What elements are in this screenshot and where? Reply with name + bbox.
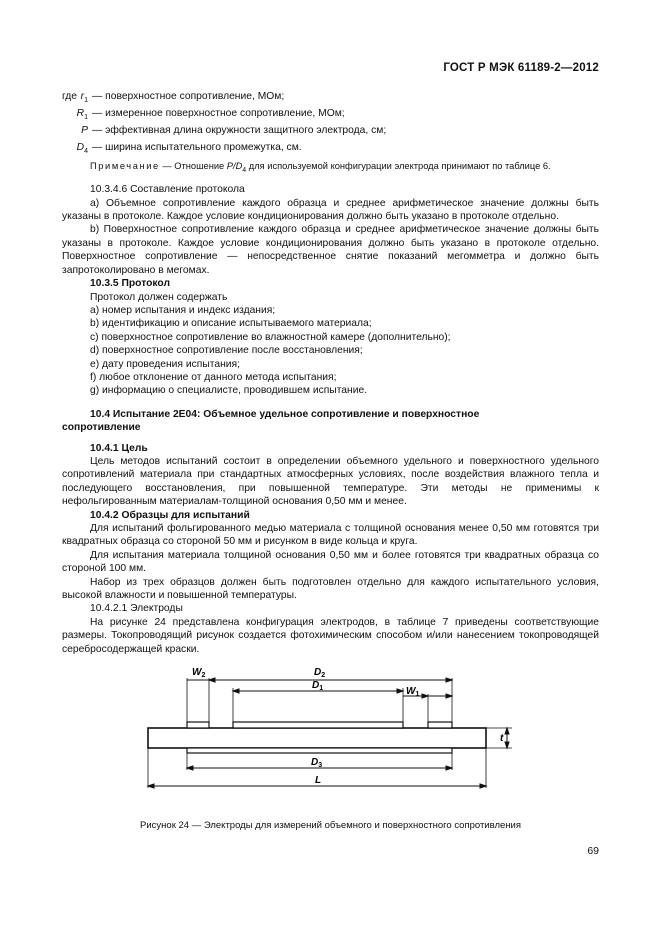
paragraph: На рисунке 24 представлена конфигурация электродов, в таблице 7 приведены соответствующие размеры. Токопроводящий рисунок создается фотохимическим способом и/или нанесением токопроводящей серебросодержащей краски.	[62, 616, 599, 655]
list-item: c) поверхностное сопротивление во влажностной камере (дополнительно);	[90, 331, 451, 343]
paragraph: Для испытания материала толщиной основания 0,50 мм и более готовятся три квадратных образца со стороной 100 мм.	[62, 549, 599, 575]
label-w1: $W_1$	[406, 686, 420, 698]
definition-R1: $R_1$ — измеренное поверхностное сопротивление, МОм;	[76, 108, 345, 122]
label-l: L	[315, 775, 322, 786]
label-d3: $D_3$	[311, 757, 323, 769]
list-item: d) поверхностное сопротивление после восстановления;	[90, 345, 363, 357]
definition-D4: $D_4$ — ширина испытательного промежутка, см.	[76, 142, 302, 156]
standard-header: ГОСТ Р МЭК 61189-2—2012	[443, 62, 599, 74]
electrode-diagram	[140, 658, 520, 798]
section-10-4-1-heading: 10.4.1 Цель	[90, 442, 148, 454]
substrate	[148, 728, 486, 748]
guard-electrode-left	[187, 722, 209, 728]
guard-electrode-right	[428, 722, 452, 728]
list-item: e) дату проведения испытания;	[90, 358, 240, 370]
section-10-3-4-6-heading: 10.3.4.6 Составление протокола	[90, 184, 245, 196]
section-10-4-2-heading: 10.4.2 Образцы для испытаний	[90, 509, 250, 521]
center-electrode	[233, 722, 403, 728]
paragraph: b) Поверхностное сопротивление каждого образца и среднее арифметическое значение должны быть указаны в протоколе. Каждое условие кондиционирования должно быть указано в протоколе отдельно. Поверхностное сопротивление — непосредственное снятие показаний мегомметра и должно быть запротоколировано в мегомах.	[62, 224, 599, 276]
bottom-electrode	[187, 748, 452, 753]
paragraph: Цель методов испытаний состоит в определении объемного удельного и поверхностного удельного сопротивлений материала при стандартных атмосферных условиях, после воздействия влажного тепла и последующего восстановления, при повышенной температуре. Эти методы не применимы к нефольгированным материалам-толщиной основания 0,50 мм и менее.	[62, 455, 599, 508]
list-item: f) любое отклонение от данного метода испытания;	[90, 371, 337, 383]
figure-caption: Рисунок 24 — Электроды для измерений объемного и поверхностного сопротивления	[140, 820, 521, 831]
paragraph: Для испытаний фольгированного медью материала с толщиной основания менее 0,50 мм готовятся три квадратных образца со стороной 50 мм и рисунком в виде кольца и круга.	[62, 523, 599, 548]
section-10-4-heading: 10.4 Испытание 2E04: Объемное удельное сопротивление и поверхностное сопротивление	[62, 408, 480, 434]
section-10-3-5-heading: 10.3.5 Протокол	[90, 278, 171, 290]
list-item: b) идентификацию и описание испытываемого материала;	[90, 318, 372, 330]
label-d2: $D_2$	[314, 667, 326, 679]
note: Примечание — Отношение $P/D_4$ для используемой конфигурации электрода принимают по таблице 6.	[90, 161, 551, 174]
label-t: t	[500, 733, 504, 744]
formula-definitions	[62, 90, 599, 158]
label-d1: $D_1$	[312, 680, 324, 692]
definition-P: P — эффективная длина окружности защитного электрода, см;	[81, 125, 387, 136]
paragraph: Набор из трех образцов должен быть подготовлен отдельно для каждого испытательного условия, высокой влажности и повышенной температуры.	[62, 576, 599, 602]
paragraph: a) Объемное сопротивление каждого образца и среднее арифметическое значение должны быть указаны в протоколе. Каждое условие кондиционирования должно быть указано в протоколе отдельно.	[62, 197, 599, 223]
main-text	[62, 90, 599, 656]
electrode-diagram-svg	[140, 658, 520, 798]
list-item: a) номер испытания и индекс издания;	[90, 304, 276, 316]
page-number: 69	[587, 845, 599, 857]
list-item: g) информацию о специалисте, проводившем испытание.	[90, 385, 368, 397]
paragraph: Протокол должен содержать	[90, 291, 228, 303]
label-w2: $W_2$	[192, 667, 206, 679]
definition-r1: где $r_1$ — поверхностное сопротивление, МОм;	[62, 91, 285, 105]
section-10-4-2-1-heading: 10.4.2.1 Электроды	[90, 603, 183, 615]
